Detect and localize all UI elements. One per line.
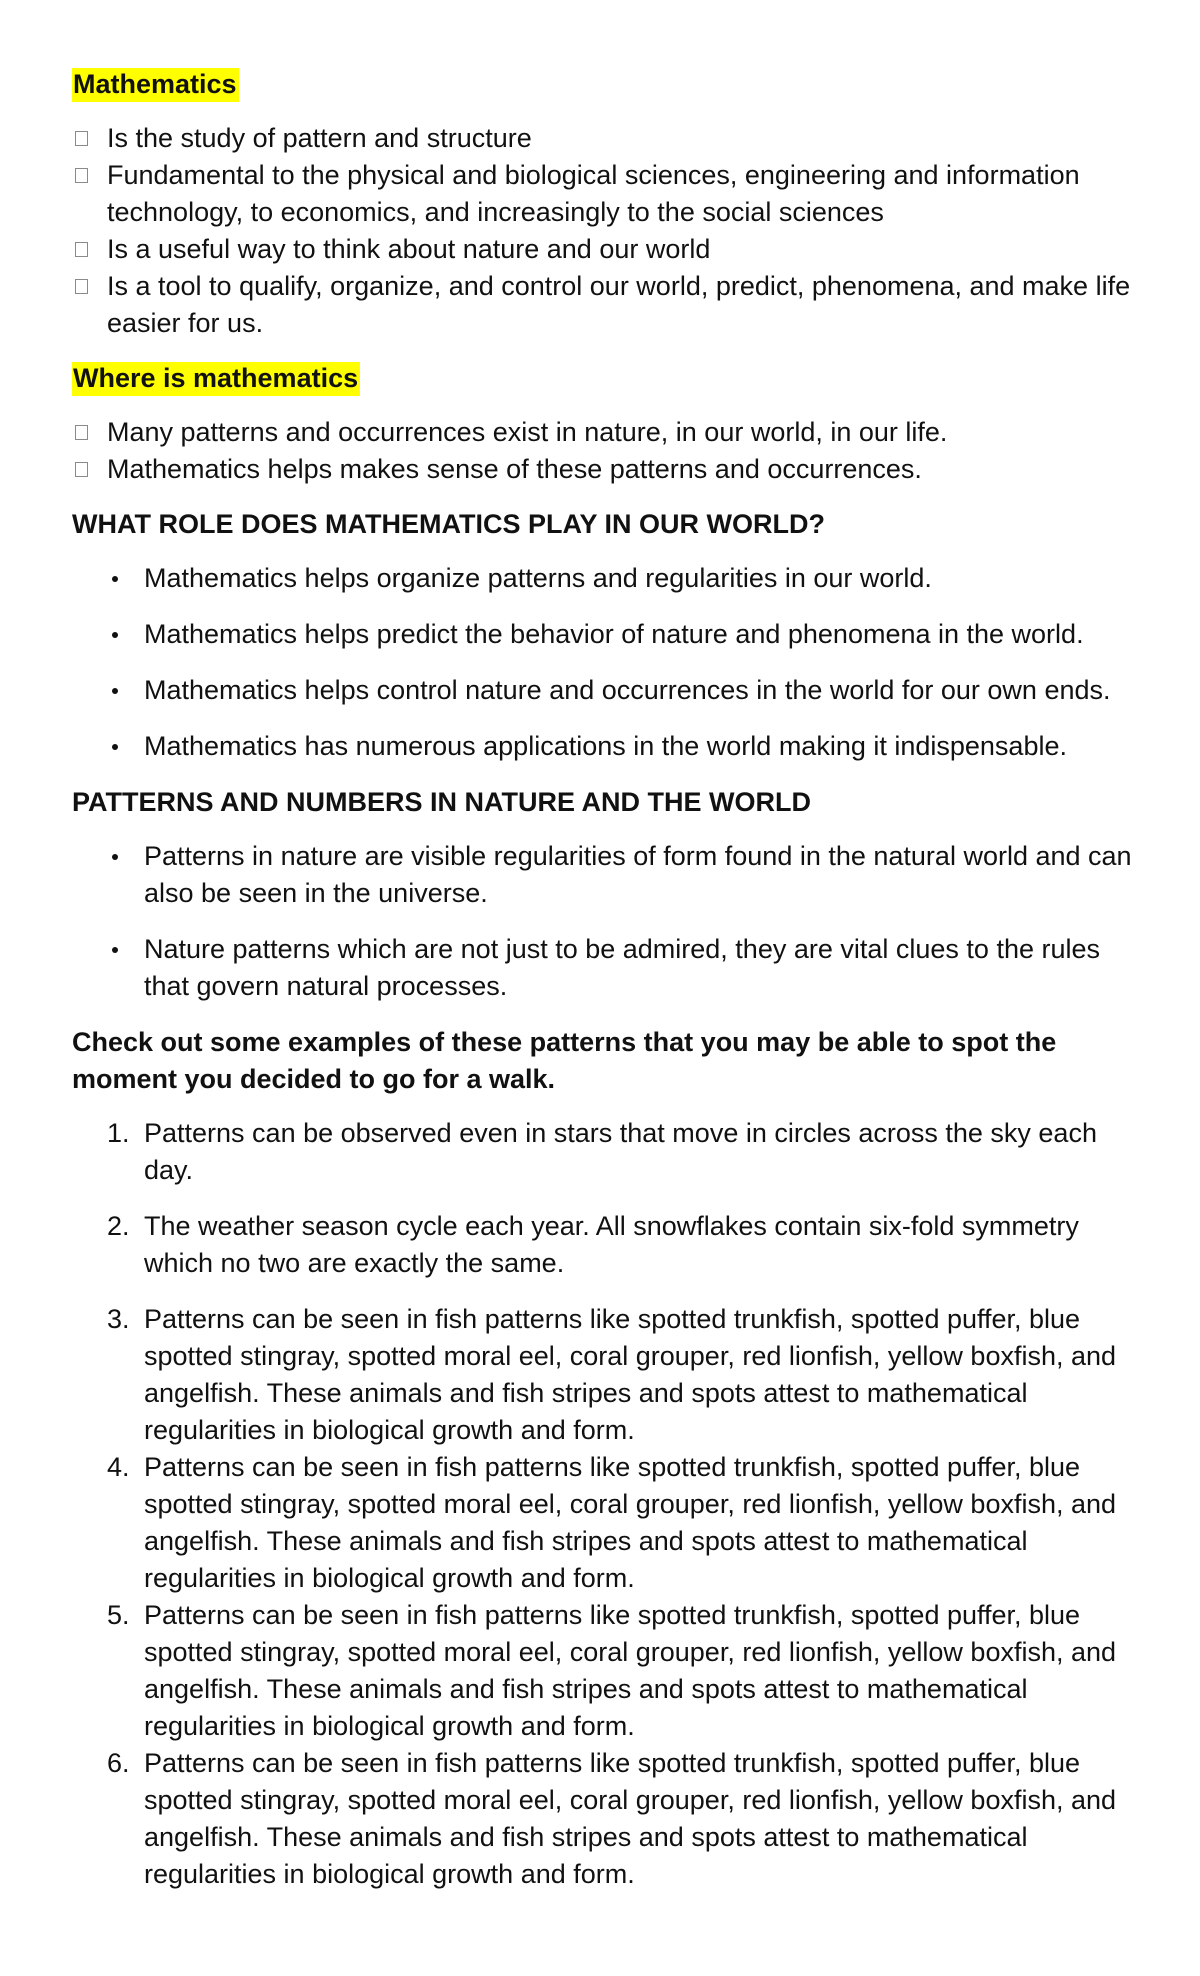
checkbox-bullet-icon <box>75 242 88 257</box>
list-item <box>72 1745 1140 1893</box>
list-item-text: Patterns can be seen in fish patterns like spotted trunkfish, spotted puffer, blue spotted stingray, spotted moral eel, coral grouper, red lionfish, yellow boxfish, and angelfish. These animals and fish stripes and spots attest to mathematical regularities in biological growth and form. <box>144 1304 1117 1445</box>
list-number: 2. <box>107 1211 130 1241</box>
list-item-text: Is a tool to qualify, organize, and control our world, predict, phenomena, and make life easier for us. <box>107 271 1131 338</box>
list-item-text: Mathematics helps control nature and occurrences in the world for our own ends. <box>144 675 1111 705</box>
list-item-text: Is the study of pattern and structure <box>107 123 532 153</box>
list-item-text: Mathematics helps makes sense of these patterns and occurrences. <box>107 454 922 484</box>
highlighted-heading-text: Where is mathematics <box>72 362 360 396</box>
heading-role: WHAT ROLE DOES MATHEMATICS PLAY IN OUR WORLD? <box>72 509 825 539</box>
list-item <box>72 1449 1140 1597</box>
bullet-dot-icon <box>112 854 118 860</box>
list-item-text: Is a useful way to think about nature and our world <box>107 234 711 264</box>
role-list <box>72 560 1140 765</box>
list-item <box>72 157 1140 231</box>
checkbox-bullet-icon <box>75 131 88 146</box>
checkbox-bullet-icon <box>75 462 88 477</box>
list-item <box>72 268 1140 342</box>
highlighted-heading-text: Mathematics <box>72 68 239 102</box>
list-item-text: Patterns can be seen in fish patterns like spotted trunkfish, spotted puffer, blue spotted stingray, spotted moral eel, coral grouper, red lionfish, yellow boxfish, and angelfish. These animals and fish stripes and spots attest to mathematical regularities in biological growth and form. <box>144 1452 1117 1593</box>
list-item-text: Fundamental to the physical and biological sciences, engineering and information technology, to economics, and increasingly to the social sciences <box>107 160 1080 227</box>
bullet-dot-icon <box>112 947 118 953</box>
list-item <box>72 451 1140 488</box>
list-number: 6. <box>107 1748 130 1778</box>
list-item <box>72 120 1140 157</box>
list-item <box>72 560 1140 597</box>
list-item <box>72 672 1140 709</box>
list-item-text: Patterns can be seen in fish patterns like spotted trunkfish, spotted puffer, blue spotted stingray, spotted moral eel, coral grouper, red lionfish, yellow boxfish, and angelfish. These animals and fish stripes and spots attest to mathematical regularities in biological growth and form. <box>144 1748 1117 1889</box>
mathematics-list <box>72 120 1140 342</box>
list-item <box>72 1115 1140 1189</box>
heading-patterns: PATTERNS AND NUMBERS IN NATURE AND THE WORLD <box>72 787 811 817</box>
list-item-text: Many patterns and occurrences exist in nature, in our world, in our life. <box>107 417 948 447</box>
list-item <box>72 616 1140 653</box>
list-number: 1. <box>107 1118 130 1148</box>
list-item <box>72 414 1140 451</box>
list-item <box>72 1301 1140 1449</box>
list-item-text: Patterns can be seen in fish patterns like spotted trunkfish, spotted puffer, blue spotted stingray, spotted moral eel, coral grouper, red lionfish, yellow boxfish, and angelfish. These animals and fish stripes and spots attest to mathematical regularities in biological growth and form. <box>144 1600 1117 1741</box>
list-number: 5. <box>107 1600 130 1630</box>
list-number: 3. <box>107 1304 130 1334</box>
patterns-list <box>72 838 1140 1005</box>
examples-list <box>72 1115 1140 1893</box>
list-item-text: Mathematics has numerous applications in the world making it indispensable. <box>144 731 1067 761</box>
list-item-text: Patterns in nature are visible regularities of form found in the natural world and can also be seen in the universe. <box>144 841 1132 908</box>
heading-where-is-mathematics <box>72 360 1140 397</box>
bullet-dot-icon <box>112 688 118 694</box>
list-item <box>72 931 1140 1005</box>
checkbox-bullet-icon <box>75 425 88 440</box>
list-item-text: Nature patterns which are not just to be admired, they are vital clues to the rules that govern natural processes. <box>144 934 1100 1001</box>
checkbox-bullet-icon <box>75 168 88 183</box>
list-item-text: Mathematics helps predict the behavior of nature and phenomena in the world. <box>144 619 1084 649</box>
list-item-text: Patterns can be observed even in stars that move in circles across the sky each day. <box>144 1118 1097 1185</box>
list-item <box>72 1597 1140 1745</box>
heading-mathematics <box>72 66 1140 103</box>
list-item <box>72 231 1140 268</box>
list-item <box>72 728 1140 765</box>
bullet-dot-icon <box>112 632 118 638</box>
bullet-dot-icon <box>112 744 118 750</box>
list-item <box>72 838 1140 912</box>
heading-examples: Check out some examples of these patterns that you may be able to spot the moment you decided to go for a walk. <box>72 1027 1057 1094</box>
list-item <box>72 1208 1140 1282</box>
bullet-dot-icon <box>112 576 118 582</box>
list-item-text: Mathematics helps organize patterns and regularities in our world. <box>144 563 932 593</box>
checkbox-bullet-icon <box>75 279 88 294</box>
where-list <box>72 414 1140 488</box>
list-number: 4. <box>107 1452 130 1482</box>
list-item-text: The weather season cycle each year. All snowflakes contain six-fold symmetry which no two are exactly the same. <box>144 1211 1079 1278</box>
